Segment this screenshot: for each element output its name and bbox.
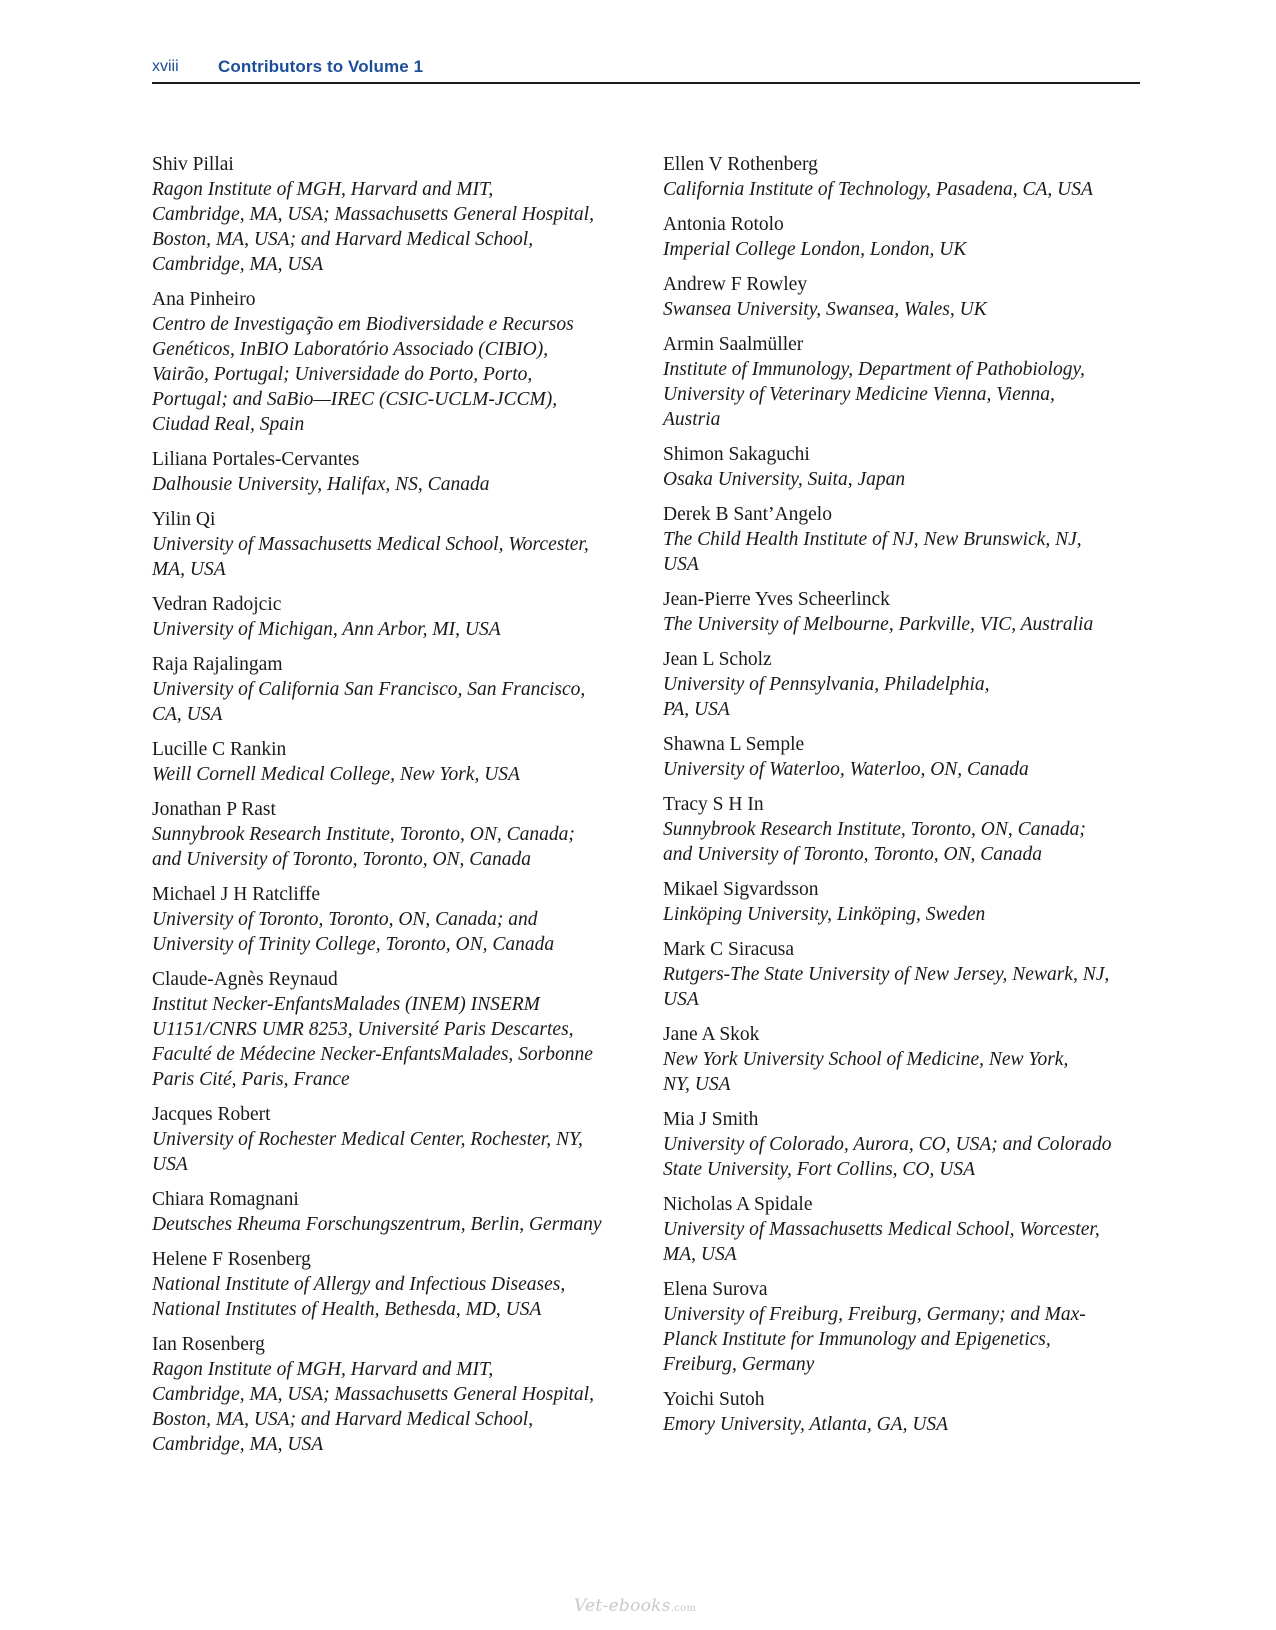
contributor-affiliation: MA, USA: [152, 559, 226, 580]
contributor-affiliation: Ragon Institute of MGH, Harvard and MIT,: [152, 1359, 494, 1380]
contributor-affiliation: National Institute of Allergy and Infectious Diseases,: [152, 1274, 566, 1295]
contributor-affiliation: Cambridge, MA, USA: [152, 254, 324, 275]
contributor-affiliation: NY, USA: [663, 1074, 731, 1095]
contributor-entry: [663, 732, 1133, 782]
contributor-entry: [663, 272, 1133, 322]
contributor-name: Mark C Siracusa: [663, 939, 795, 960]
contributor-entry: [152, 882, 622, 957]
contributor-entry: [152, 1102, 622, 1177]
contributor-affiliation: Faculté de Médecine Necker-EnfantsMalades, Sorbonne: [152, 1044, 593, 1065]
contributor-affiliation: Cambridge, MA, USA: [152, 1434, 324, 1455]
page-number: xviii: [152, 58, 179, 75]
contributor-affiliation: Emory University, Atlanta, GA, USA: [663, 1414, 949, 1435]
contributor-affiliation: National Institutes of Health, Bethesda, MD, USA: [152, 1299, 542, 1320]
contributor-name: Tracy S H In: [663, 794, 764, 815]
contributor-name: Raja Rajalingam: [152, 654, 283, 675]
contributor-affiliation: Portugal; and SaBio—IREC (CSIC-UCLM-JCCM),: [152, 389, 558, 410]
contributor-affiliation: University of Massachusetts Medical School, Worcester,: [663, 1219, 1100, 1240]
contributor-affiliation: Sunnybrook Research Institute, Toronto, ON, Canada;: [663, 819, 1086, 840]
contributor-entry: [152, 967, 622, 1092]
contributor-name: Shimon Sakaguchi: [663, 444, 810, 465]
contributor-affiliation: State University, Fort Collins, CO, USA: [663, 1159, 975, 1180]
contributor-affiliation: Planck Institute for Immunology and Epigenetics,: [663, 1329, 1051, 1350]
contributor-entry: [663, 212, 1133, 262]
contributor-affiliation: University of Massachusetts Medical School, Worcester,: [152, 534, 589, 555]
contributor-affiliation: University of Michigan, Ann Arbor, MI, USA: [152, 619, 501, 640]
contributor-affiliation: The University of Melbourne, Parkville, VIC, Australia: [663, 614, 1094, 635]
contributor-name: Jane A Skok: [663, 1024, 760, 1045]
contributor-affiliation: Ragon Institute of MGH, Harvard and MIT,: [152, 179, 494, 200]
contributor-entry: [152, 152, 622, 277]
contributor-name: Yilin Qi: [152, 509, 216, 530]
contributor-entry: [663, 937, 1133, 1012]
contributor-affiliation: California Institute of Technology, Pasadena, CA, USA: [663, 179, 1093, 200]
contributor-entry: [663, 587, 1133, 637]
contributor-entry: [152, 447, 622, 497]
contributor-affiliation: Rutgers-The State University of New Jersey, Newark, NJ,: [663, 964, 1110, 985]
contributor-entry: [152, 1332, 622, 1457]
contributor-name: Jonathan P Rast: [152, 799, 276, 820]
contributor-entry: [152, 507, 622, 582]
contributor-affiliation: Ciudad Real, Spain: [152, 414, 305, 435]
contributor-name: Derek B Sant’Angelo: [663, 504, 832, 525]
contributor-affiliation: Linköping University, Linköping, Sweden: [663, 904, 986, 925]
contributor-affiliation: Boston, MA, USA; and Harvard Medical School,: [152, 229, 534, 250]
contributor-affiliation: USA: [663, 554, 699, 575]
contributor-name: Ian Rosenberg: [152, 1334, 265, 1355]
contributor-affiliation: Boston, MA, USA; and Harvard Medical School,: [152, 1409, 534, 1430]
contributor-name: Chiara Romagnani: [152, 1189, 299, 1210]
contributor-name: Ellen V Rothenberg: [663, 154, 818, 175]
running-header: [152, 56, 1140, 84]
contributor-entry: [663, 502, 1133, 577]
contributor-name: Shiv Pillai: [152, 154, 234, 175]
contributor-entry: [663, 332, 1133, 432]
contributor-affiliation: University of California San Francisco, San Francisco,: [152, 679, 586, 700]
contributor-affiliation: University of Waterloo, Waterloo, ON, Canada: [663, 759, 1029, 780]
watermark-text: Vet-ebooks: [574, 1596, 671, 1616]
contributor-affiliation: Sunnybrook Research Institute, Toronto, ON, Canada;: [152, 824, 575, 845]
contributor-name: Jean L Scholz: [663, 649, 772, 670]
contributors-left-column: [152, 152, 622, 1467]
contributor-affiliation: University of Trinity College, Toronto, ON, Canada: [152, 934, 555, 955]
contributor-name: Helene F Rosenberg: [152, 1249, 311, 1270]
contributor-entry: [663, 647, 1133, 722]
contributor-affiliation: Swansea University, Swansea, Wales, UK: [663, 299, 987, 320]
contributor-affiliation: University of Rochester Medical Center, Rochester, NY,: [152, 1129, 583, 1150]
contributor-affiliation: The Child Health Institute of NJ, New Brunswick, NJ,: [663, 529, 1082, 550]
contributor-affiliation: Centro de Investigação em Biodiversidade e Recursos: [152, 314, 574, 335]
contributor-affiliation: PA, USA: [663, 699, 730, 720]
contributor-affiliation: Institut Necker-EnfantsMalades (INEM) INSERM: [152, 994, 540, 1015]
contributor-affiliation: Institute of Immunology, Department of Pathobiology,: [663, 359, 1085, 380]
contributor-name: Vedran Radojcic: [152, 594, 282, 615]
contributor-name: Antonia Rotolo: [663, 214, 784, 235]
contributor-name: Mia J Smith: [663, 1109, 759, 1130]
contributor-affiliation: and University of Toronto, Toronto, ON, Canada: [152, 849, 532, 870]
contributor-affiliation: Cambridge, MA, USA; Massachusetts General Hospital,: [152, 204, 594, 225]
watermark-logo: [574, 1596, 696, 1616]
contributor-name: Michael J H Ratcliffe: [152, 884, 321, 905]
contributor-affiliation: Osaka University, Suita, Japan: [663, 469, 906, 490]
contributor-affiliation: Vairão, Portugal; Universidade do Porto, Porto,: [152, 364, 533, 385]
contributor-name: Claude-Agnès Reynaud: [152, 969, 338, 990]
contributor-name: Shawna L Semple: [663, 734, 805, 755]
contributor-affiliation: USA: [152, 1154, 188, 1175]
contributor-affiliation: and University of Toronto, Toronto, ON, Canada: [663, 844, 1043, 865]
contributor-affiliation: CA, USA: [152, 704, 223, 725]
contributor-entry: [152, 287, 622, 437]
contributor-entry: [663, 1107, 1133, 1182]
contributor-affiliation: University of Toronto, Toronto, ON, Canada; and: [152, 909, 538, 930]
contributor-entry: [663, 442, 1133, 492]
contributor-name: Yoichi Sutoh: [663, 1389, 765, 1410]
contributor-affiliation: Genéticos, InBIO Laboratório Associado (CIBIO),: [152, 339, 549, 360]
contributor-affiliation: Imperial College London, London, UK: [663, 239, 967, 260]
contributor-name: Jacques Robert: [152, 1104, 271, 1125]
contributor-entry: [152, 797, 622, 872]
contributor-affiliation: Austria: [663, 409, 721, 430]
contributor-affiliation: Dalhousie University, Halifax, NS, Canada: [152, 474, 490, 495]
contributor-affiliation: University of Colorado, Aurora, CO, USA; and Colorado: [663, 1134, 1112, 1155]
contributor-name: Liliana Portales-Cervantes: [152, 449, 360, 470]
contributor-name: Nicholas A Spidale: [663, 1194, 813, 1215]
watermark-domain: .com: [670, 1603, 697, 1614]
contributor-entry: [663, 1022, 1133, 1097]
contributor-name: Ana Pinheiro: [152, 289, 256, 310]
contributor-entry: [152, 652, 622, 727]
contributor-affiliation: Deutsches Rheuma Forschungszentrum, Berlin, Germany: [152, 1214, 602, 1235]
contributor-name: Jean-Pierre Yves Scheerlinck: [663, 589, 890, 610]
contributor-affiliation: MA, USA: [663, 1244, 737, 1265]
contributor-name: Andrew F Rowley: [663, 274, 808, 295]
contributor-affiliation: University of Pennsylvania, Philadelphia,: [663, 674, 990, 695]
contributor-affiliation: New York University School of Medicine, New York,: [663, 1049, 1069, 1070]
contributor-affiliation: Cambridge, MA, USA; Massachusetts General Hospital,: [152, 1384, 594, 1405]
contributor-name: Mikael Sigvardsson: [663, 879, 819, 900]
contributor-name: Lucille C Rankin: [152, 739, 287, 760]
contributor-entry: [663, 152, 1133, 202]
contributor-affiliation: University of Veterinary Medicine Vienna, Vienna,: [663, 384, 1055, 405]
contributor-affiliation: Freiburg, Germany: [663, 1354, 815, 1375]
contributor-entry: [663, 792, 1133, 867]
contributor-entry: [663, 1387, 1133, 1437]
contributor-affiliation: USA: [663, 989, 699, 1010]
contributors-right-column: [663, 152, 1133, 1447]
contributor-entry: [152, 592, 622, 642]
contributor-affiliation: Paris Cité, Paris, France: [152, 1069, 350, 1090]
contributor-affiliation: Weill Cornell Medical College, New York, USA: [152, 764, 520, 785]
contributor-affiliation: University of Freiburg, Freiburg, Germany; and Max-: [663, 1304, 1086, 1325]
contributor-entry: [663, 1192, 1133, 1267]
contributor-name: Elena Surova: [663, 1279, 768, 1300]
contributor-entry: [152, 737, 622, 787]
running-title: Contributors to Volume 1: [218, 57, 424, 76]
contributor-name: Armin Saalmüller: [663, 334, 804, 355]
contributor-entry: [152, 1187, 622, 1237]
contributor-entry: [663, 877, 1133, 927]
contributor-entry: [663, 1277, 1133, 1377]
contributor-affiliation: U1151/CNRS UMR 8253, Université Paris Descartes,: [152, 1019, 574, 1040]
contributor-entry: [152, 1247, 622, 1322]
